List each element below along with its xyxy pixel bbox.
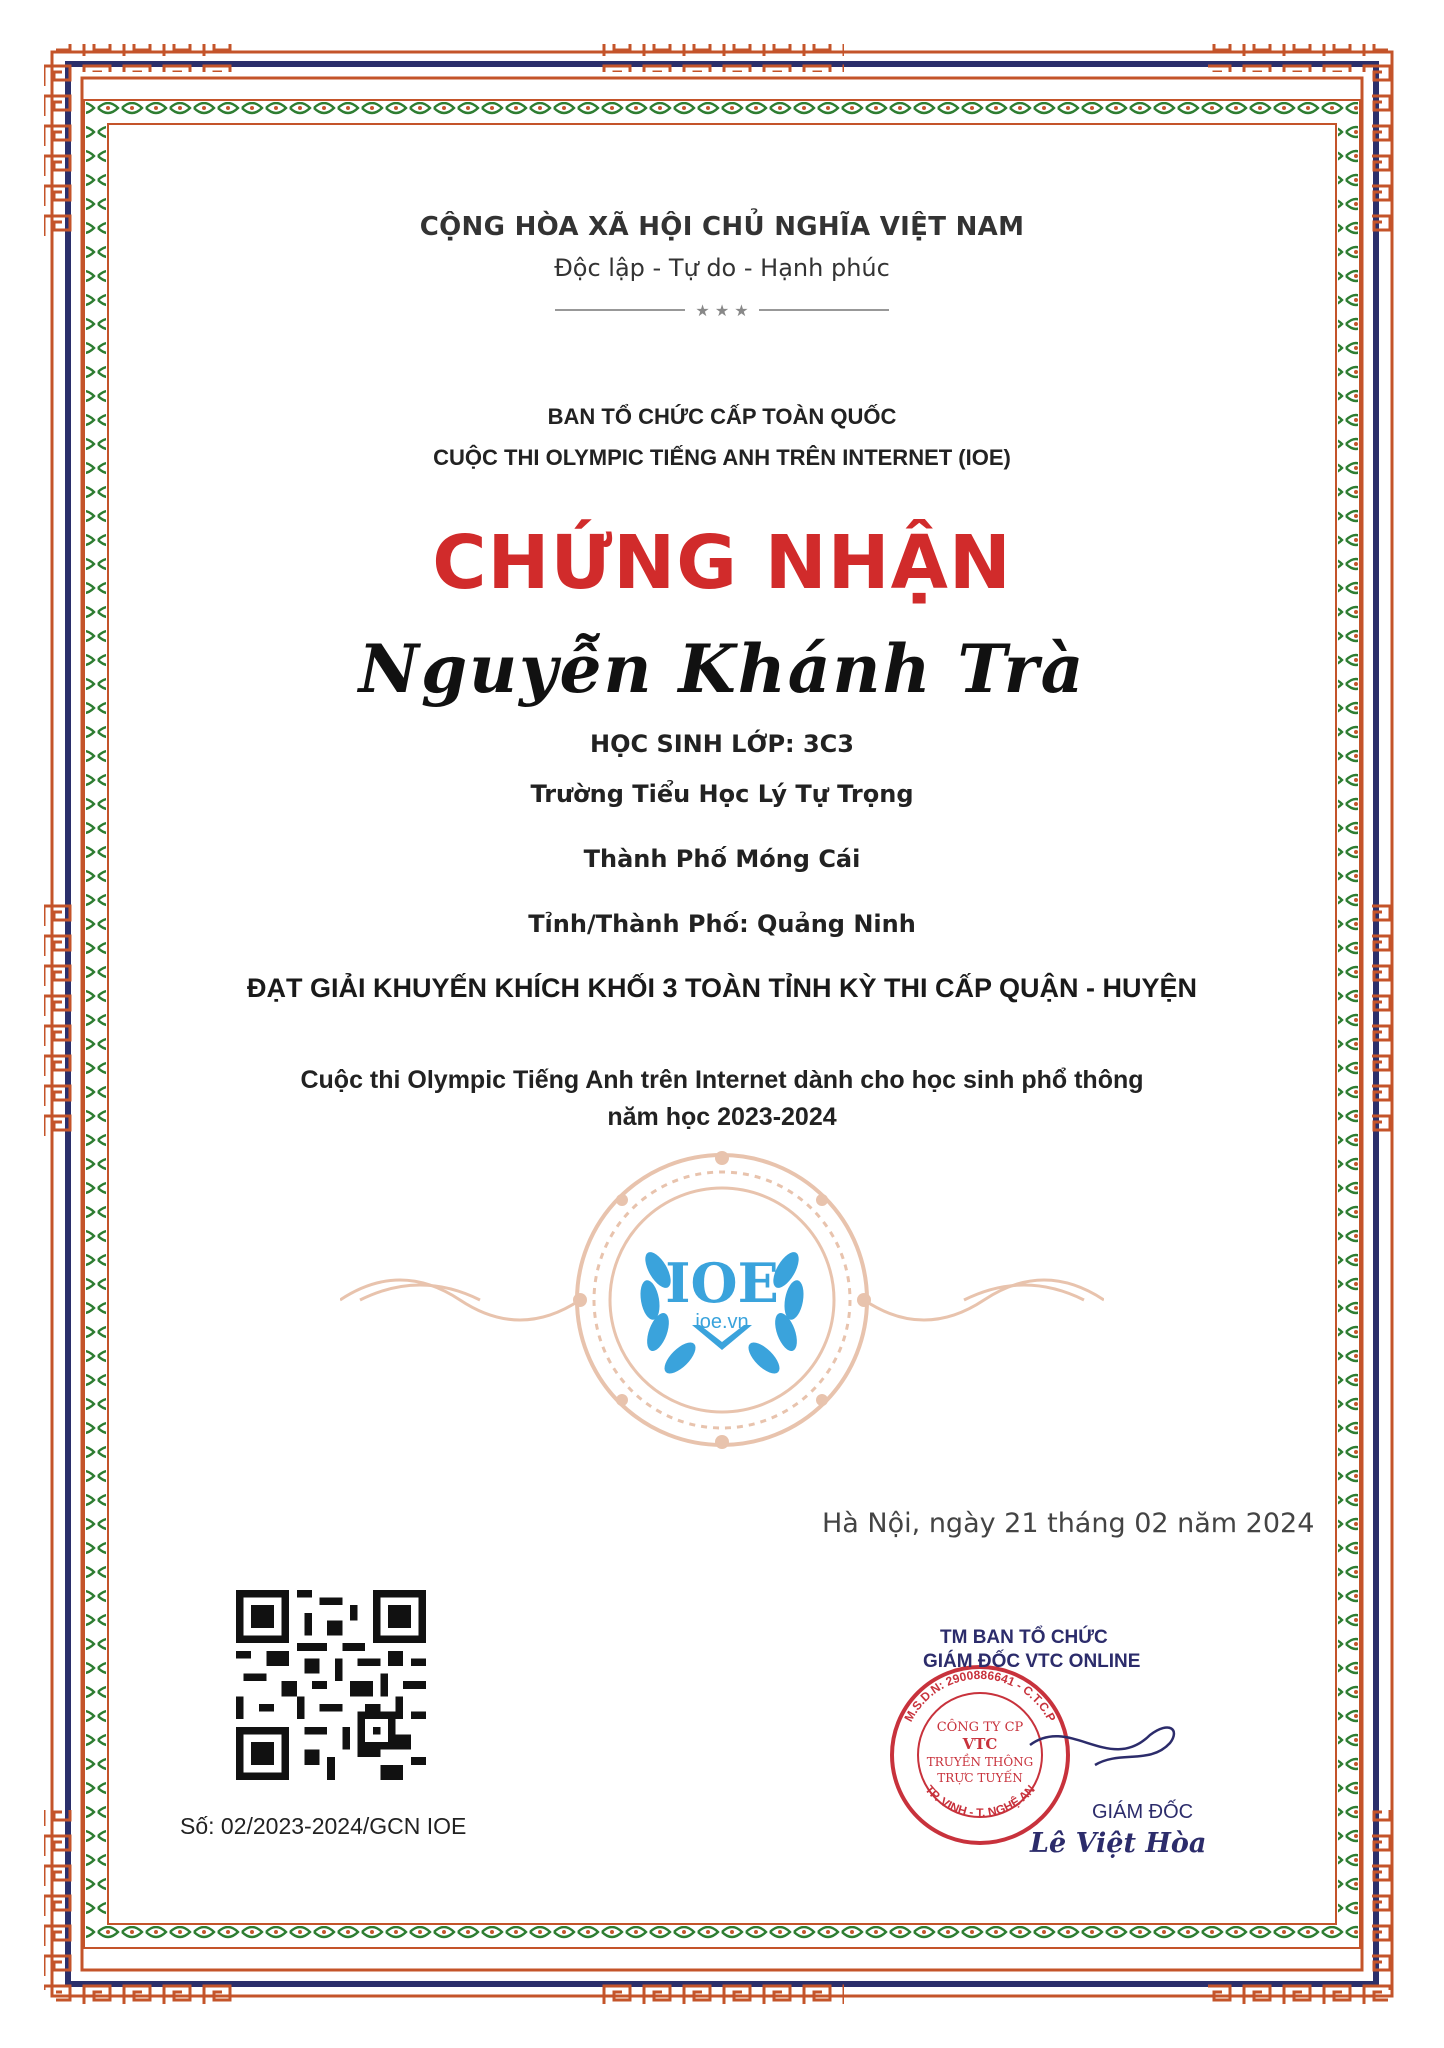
organizer-line-2: CUỘC THI OLYMPIC TIẾNG ANH TRÊN INTERNET (IOE) [433,445,1011,470]
ioe-emblem [340,1150,1104,1450]
svg-text:TP. VINH - T. NGHỆ AN [922,1782,1037,1819]
stamp-line-2: VTC [962,1735,998,1753]
certificate-number: Số: 02/2023-2024/GCN IOE [180,1813,467,1839]
province-name: Tỉnh/Thành Phố: Quảng Ninh [528,910,916,938]
svg-text:★ ★ ★: ★ ★ ★ [695,301,749,320]
signature-scribble [1030,1727,1174,1765]
nation-title: CỘNG HÒA XÃ HỘI CHỦ NGHĨA VIỆT NAM [419,212,1025,242]
stamp-bottom-text: TP. VINH - T. NGHỆ AN [922,1782,1038,1820]
stamp-line-4: TRỰC TUYẾN [937,1771,1023,1785]
ioe-site-text: ioe.vn [695,1311,749,1333]
contest-line-2: năm học 2023-2024 [607,1103,837,1131]
recipient-name: Nguyễn Khánh Trà [358,630,1086,708]
stamp-line-1: CÔNG TY CP [936,1720,1024,1735]
national-motto: Độc lập - Tự do - Hạnh phúc [554,254,890,282]
stamp-ring-text: M.S.D.N: 2900886641 - C.T.C.P [901,1667,1059,1725]
organizer-line-1: BAN TỔ CHỨC CẤP TOÀN QUỐC [547,404,897,429]
issue-date: Hà Nội, ngày 21 tháng 02 năm 2024 [822,1508,1315,1539]
svg-text:M.S.D.N: 2900886641 - C.T.C.P [901,1668,1058,1724]
signer-org-line: TM BAN TỔ CHỨC [940,1627,1108,1648]
city-name: Thành Phố Móng Cái [583,845,861,873]
qr-code [236,1590,426,1780]
signer-title: GIÁM ĐỐC [1092,1801,1194,1823]
star-divider [555,300,889,320]
contest-line-1: Cuộc thi Olympic Tiếng Anh trên Internet dành cho học sinh phổ thông [300,1066,1144,1094]
signer-name: Lê Việt Hòa [1030,1828,1207,1859]
certificate-title: CHỨNG NHẬN [432,520,1012,606]
school-name: Trường Tiểu Học Lý Tự Trọng [530,780,914,808]
student-class: HỌC SINH LỚP: 3C3 [589,730,854,758]
signer-position-line: GIÁM ĐỐC VTC ONLINE [923,1651,1141,1672]
ioe-logo-text: IOE [665,1251,779,1315]
stamp-line-3: TRUYỀN THÔNG [926,1755,1034,1769]
award-text: ĐẠT GIẢI KHUYẾN KHÍCH KHỐI 3 TOÀN TỈNH KỲ THI CẤP QUẬN - HUYỆN [246,973,1198,1003]
